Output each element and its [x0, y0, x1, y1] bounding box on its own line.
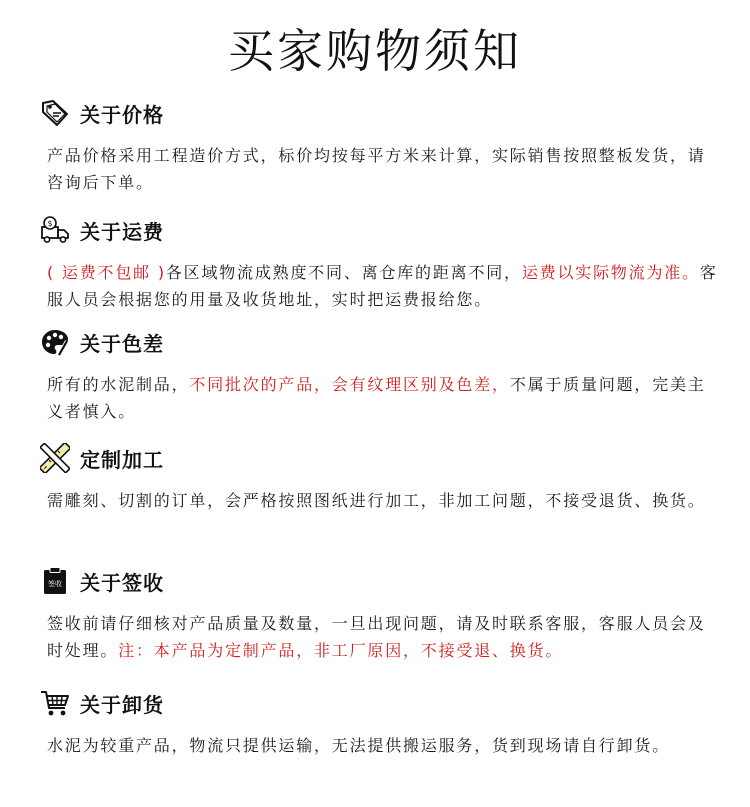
- section-color-difference: [40, 325, 720, 425]
- page-title: 买家购物须知: [228, 24, 522, 78]
- body-text: 签收前请仔细核对产品质量及数量，一旦出现问题，请及时联系客服，客服人员会及时处理。: [47, 614, 706, 660]
- section-heading: 关于签收: [80, 570, 164, 595]
- section-body: [40, 487, 720, 514]
- body-text: 客服人员会根据您的用量及收货地址，实时把运费报给您。: [47, 263, 718, 309]
- section-price: [40, 96, 720, 196]
- section-body: [40, 732, 720, 759]
- body-text-emphasis: 注：本产品为定制产品，非工厂原因，不接受退、换货。: [118, 641, 564, 660]
- delivery-truck-icon: [40, 215, 70, 245]
- body-text: 所有的水泥制品，: [47, 375, 190, 394]
- section-custom-processing: [40, 441, 720, 514]
- section-header: [40, 441, 720, 475]
- body-text: 不属于质量问题，完美主义者慎入。: [47, 375, 706, 421]
- shopping-cart-icon: [40, 688, 70, 718]
- section-sign-for: [40, 564, 720, 664]
- section-heading: 定制加工: [80, 447, 164, 472]
- section-shipping: [40, 213, 720, 313]
- body-text-emphasis: ( 运费不包邮 ): [47, 263, 166, 282]
- section-body: [40, 371, 720, 425]
- body-text: 需雕刻、切割的订单，会严格按照图纸进行加工，非加工问题，不接受退货、换货。: [47, 491, 706, 510]
- section-body: [40, 142, 720, 196]
- ruler-pencil-icon: [40, 443, 70, 473]
- section-unloading: [40, 686, 720, 759]
- section-body: [40, 610, 720, 664]
- body-text-emphasis: 不同批次的产品，会有纹理区别及色差，: [189, 375, 510, 394]
- section-heading: 关于卸货: [80, 692, 164, 717]
- section-header: [40, 564, 720, 598]
- section-header: [40, 325, 720, 359]
- body-text: 水泥为较重产品，物流只提供运输，无法提供搬运服务，货到现场请自行卸货。: [47, 736, 671, 755]
- clipboard-label: 签收: [48, 580, 62, 588]
- section-header: [40, 96, 720, 130]
- body-text: 各区域物流成熟度不同、离仓库的距离不同，: [165, 263, 522, 282]
- section-header: [40, 686, 720, 720]
- body-text-emphasis: 运费以实际物流为准。: [521, 263, 700, 282]
- section-heading: 关于运费: [80, 219, 164, 244]
- section-heading: 关于价格: [80, 102, 164, 127]
- palette-icon: [40, 327, 70, 357]
- clipboard-sign-icon: [40, 566, 70, 596]
- svg-text:$: $: [47, 219, 53, 228]
- section-body: [40, 259, 720, 313]
- section-header: [40, 213, 720, 247]
- section-heading: 关于色差: [80, 331, 164, 356]
- price-tag-icon: [40, 98, 70, 128]
- body-text: 产品价格采用工程造价方式，标价均按每平方米来计算，实际销售按照整板发货，请咨询后下单。: [47, 146, 706, 192]
